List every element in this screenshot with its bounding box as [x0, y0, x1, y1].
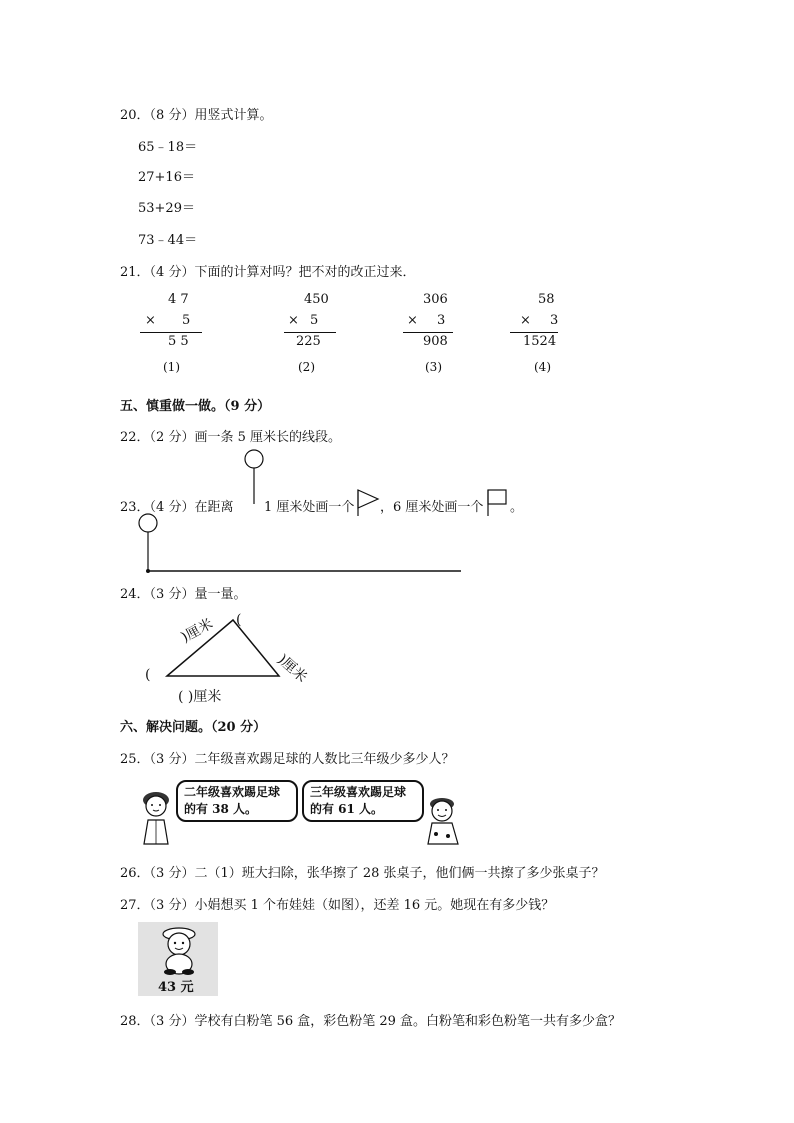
q21-p3-factor: 3 [437, 313, 446, 328]
q21-p3-tag: (3) [425, 360, 442, 374]
boy-student-icon [420, 796, 466, 846]
doll-icon [154, 924, 204, 976]
q23-part4: 。 [510, 500, 524, 515]
q21-p2-top: 450 [304, 292, 329, 307]
q20-label: 20．（8 分）用竖式计算。 [120, 108, 273, 123]
q21-p1-top: 4 7 [168, 292, 189, 307]
q27-label: 27．（3 分）小娟想买 1 个布娃娃（如图），还差 16 元。她现在有多少钱？ [120, 898, 555, 913]
q24-bottom-label: ( )厘米 [178, 689, 222, 705]
q23-part2: 1 厘米处画一个 [264, 500, 355, 515]
q21-p1-tag: (1) [163, 360, 180, 374]
speech-bubble-grade3: 三年级喜欢踢足球的有 61 人。 [302, 780, 424, 822]
q20-expr-3: 53+29＝ [138, 201, 195, 216]
q21-p1-factor: 5 [182, 313, 191, 328]
q20-expr-1: 65﹣18＝ [138, 140, 198, 155]
q23-part1: 23．（4 分）在距离 [120, 500, 234, 515]
q24-bottom-left-paren: ( [145, 667, 151, 683]
q21-p4-tag: (4) [534, 360, 551, 374]
q24-left-side-label: )厘米 [178, 615, 216, 646]
q21-p2-factor: 5 [310, 313, 319, 328]
q21-p4-result: 1524 [523, 334, 557, 349]
doll-price: 43 元 [158, 980, 194, 995]
q21-label: 21．（4 分）下面的计算对吗？把不对的改正过来． [120, 265, 416, 280]
speech-bubble-grade2: 二年级喜欢踢足球的有 38 人。 [176, 780, 298, 822]
q21-p4-line [510, 332, 558, 333]
q24-label: 24．（3 分）量一量。 [120, 587, 247, 602]
q21-p3-top: 306 [423, 292, 448, 307]
q20-expr-4: 73﹣44＝ [138, 233, 198, 248]
q21-p1-result: 5 5 [168, 334, 189, 349]
q20-expr-2: 27+16＝ [138, 170, 195, 185]
section-6-heading: 六、解决问题。（20 分） [120, 720, 267, 735]
q21-p1-line [140, 332, 202, 333]
q21-p4-factor: 3 [550, 313, 559, 328]
q25-label: 25．（3 分）二年级喜欢踢足球的人数比三年级少多少人？ [120, 752, 455, 767]
q21-p4-top: 58 [538, 292, 555, 307]
section-5-heading: 五、慎重做一做。（9 分） [120, 399, 271, 414]
q22-label: 22．（2 分）画一条 5 厘米长的线段。 [120, 430, 341, 445]
q21-p4-times: × [520, 313, 531, 328]
doll-image-frame [138, 922, 218, 996]
q24-top-paren: ( [236, 612, 242, 628]
q21-p1-times: × [145, 313, 156, 328]
girl-student-icon [136, 790, 178, 846]
q26-label: 26．（3 分）二（1）班大扫除，张华擦了 28 张桌子，他们俩一共擦了多少张桌子？ [120, 866, 605, 881]
q28-label: 28．（3 分）学校有白粉笔 56 盒，彩色粉笔 29 盒。白粉笔和彩色粉笔一共有多少盒？ [120, 1014, 622, 1029]
q24-right-side-label: )厘米 [274, 651, 310, 686]
q21-p2-line [284, 332, 336, 333]
q23-part3: ，6 厘米处画一个 [380, 500, 484, 515]
q21-p3-times: × [407, 313, 418, 328]
q21-p2-tag: (2) [298, 360, 315, 374]
q21-p2-times: × [288, 313, 299, 328]
q21-p3-line [403, 332, 453, 333]
q21-p2-result: 225 [296, 334, 321, 349]
q21-p3-result: 908 [423, 334, 448, 349]
pole-baseline-drawing [136, 512, 466, 576]
